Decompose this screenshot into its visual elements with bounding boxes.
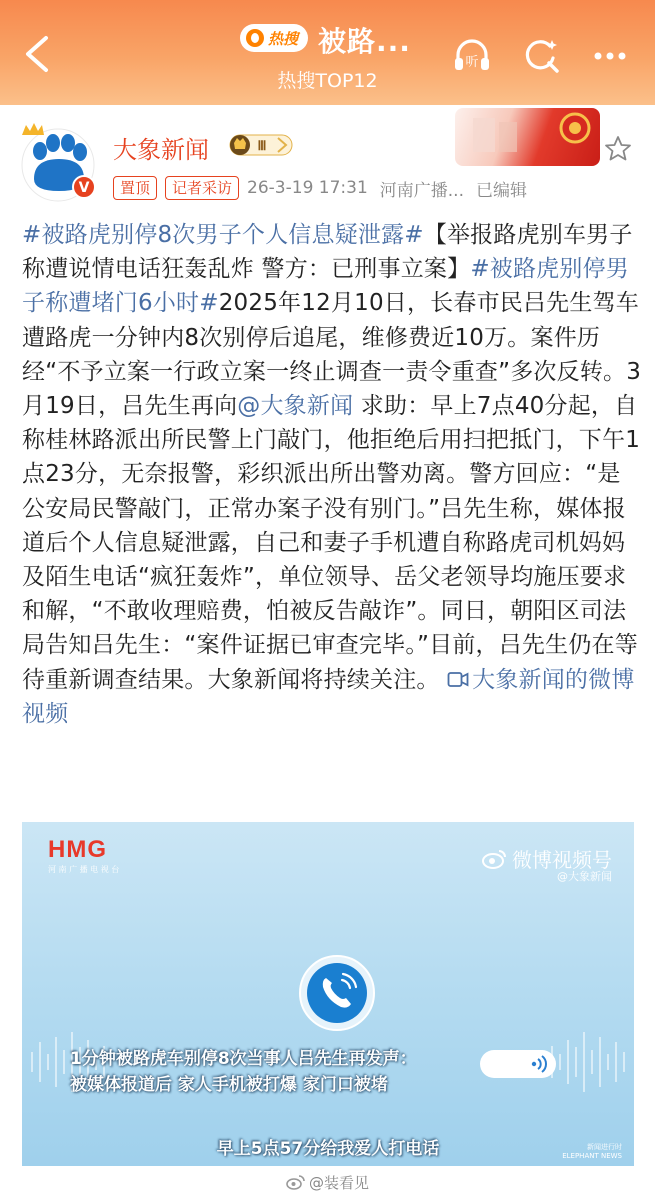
video-player[interactable] — [22, 822, 634, 1166]
more-options-icon[interactable] — [590, 36, 630, 76]
phone-call-icon — [298, 954, 376, 1032]
weibo-video-account: @大象新闻 — [557, 870, 612, 883]
svg-text:听: 听 — [465, 55, 479, 70]
video-subtitle: 早上5点57分给我爱人打电话 — [216, 1139, 440, 1159]
author-name[interactable]: 大象新闻 — [113, 136, 209, 164]
page-subtitle: 热搜TOP12 — [277, 70, 378, 92]
crown-icon — [22, 123, 44, 135]
headphones-listen-icon[interactable] — [452, 36, 492, 76]
video-link-label: 大象新闻的微博视频 — [22, 666, 635, 727]
audio-wave-icon — [480, 1050, 556, 1078]
post-text: 【举报路虎别车男子称遭说情电话狂轰乱炸 警方：已刑事立案】 — [22, 222, 633, 283]
svg-text:Ⅲ: Ⅲ — [257, 138, 267, 153]
post-meta-row — [113, 175, 539, 201]
page-title: 被路... — [318, 25, 411, 58]
post-time: 26-3-19 17:31 — [247, 178, 368, 198]
post-text: 求助：早上7点40分起，自称桂林路派出所民警上门敲门，他拒绝后用扫把抵门，下午1点23分，无奈报警，彩织派出所出警劝离。警方回应：“是公安局民警敲门，正常办案子没有别门。”吕先生称，媒体报道后个人信息疑泄露，自己和妻子手机遭自称路虎司机妈妈及陌生电话“疯狂轰炸”，单位领导、岳父老领导均施压要求和解，“不敢收理赔费，怕被反告敲诈”。同日，朝阳区司法局告知吕先生：“案件证据已审查完毕。”目前，吕先生仍在等待重新调查结果。大象新闻将持续关注。 — [22, 393, 641, 693]
voice-message-bubble — [480, 1050, 556, 1078]
post-body — [22, 218, 642, 731]
video-caption-line2: 被媒体报道后 家人手机被打爆 家门口被堵 — [70, 1075, 388, 1095]
level-crown-badge-icon — [228, 132, 294, 158]
mention-link[interactable]: @大象新闻 — [237, 393, 354, 420]
hashtag-link[interactable]: #被路虎别停8次男子个人信息疑泄露# — [22, 222, 424, 248]
post-text: 2025年12月10日，长春市民吕先生驾车遭路虎一分钟内8次别停后追尾，维修费近10万。案件历经“不予立案一行政立案一终止调查一责令重查”多次反转。3月19日，吕先生再向 — [22, 290, 642, 420]
hashtag-link[interactable]: #被路虎别停男子称遭堵门6小时# — [22, 256, 629, 317]
video-play-icon — [447, 671, 469, 689]
video-caption-line1: 1分钟被路虎车别停8次当事人吕先生再发声： — [70, 1049, 417, 1069]
svg-text:V: V — [78, 180, 90, 196]
top-nav-bar — [0, 0, 655, 105]
weibo-eye-icon — [482, 848, 508, 870]
pinned-tag: 置顶 — [113, 176, 157, 200]
footer-watermark — [0, 1172, 655, 1193]
post-source[interactable]: 河南广播... — [379, 180, 464, 201]
weibo-logo-icon — [286, 1174, 306, 1190]
footer-views-label: @装看见 — [308, 1174, 369, 1192]
weibo-video-label: 微博视频号 — [512, 848, 612, 872]
follow-star-icon[interactable] — [603, 134, 633, 164]
flame-icon — [246, 29, 264, 47]
edited-label[interactable]: 已编辑 — [476, 180, 527, 201]
reporter-interview-tag: 记者采访 — [165, 176, 239, 200]
elephant-news-tag: 新闻进行时 ELEPHANT NEWS — [562, 1143, 622, 1160]
hmg-logo-subtitle: 河 南 广 播 电 视 台 — [48, 865, 120, 874]
hot-search-badge-label: 热搜 — [268, 29, 299, 48]
search-icon[interactable] — [522, 36, 562, 76]
hot-search-badge — [240, 24, 308, 52]
hmg-logo: HMG — [48, 836, 107, 863]
author-avatar[interactable] — [18, 121, 100, 203]
profile-banner-image — [455, 108, 600, 166]
